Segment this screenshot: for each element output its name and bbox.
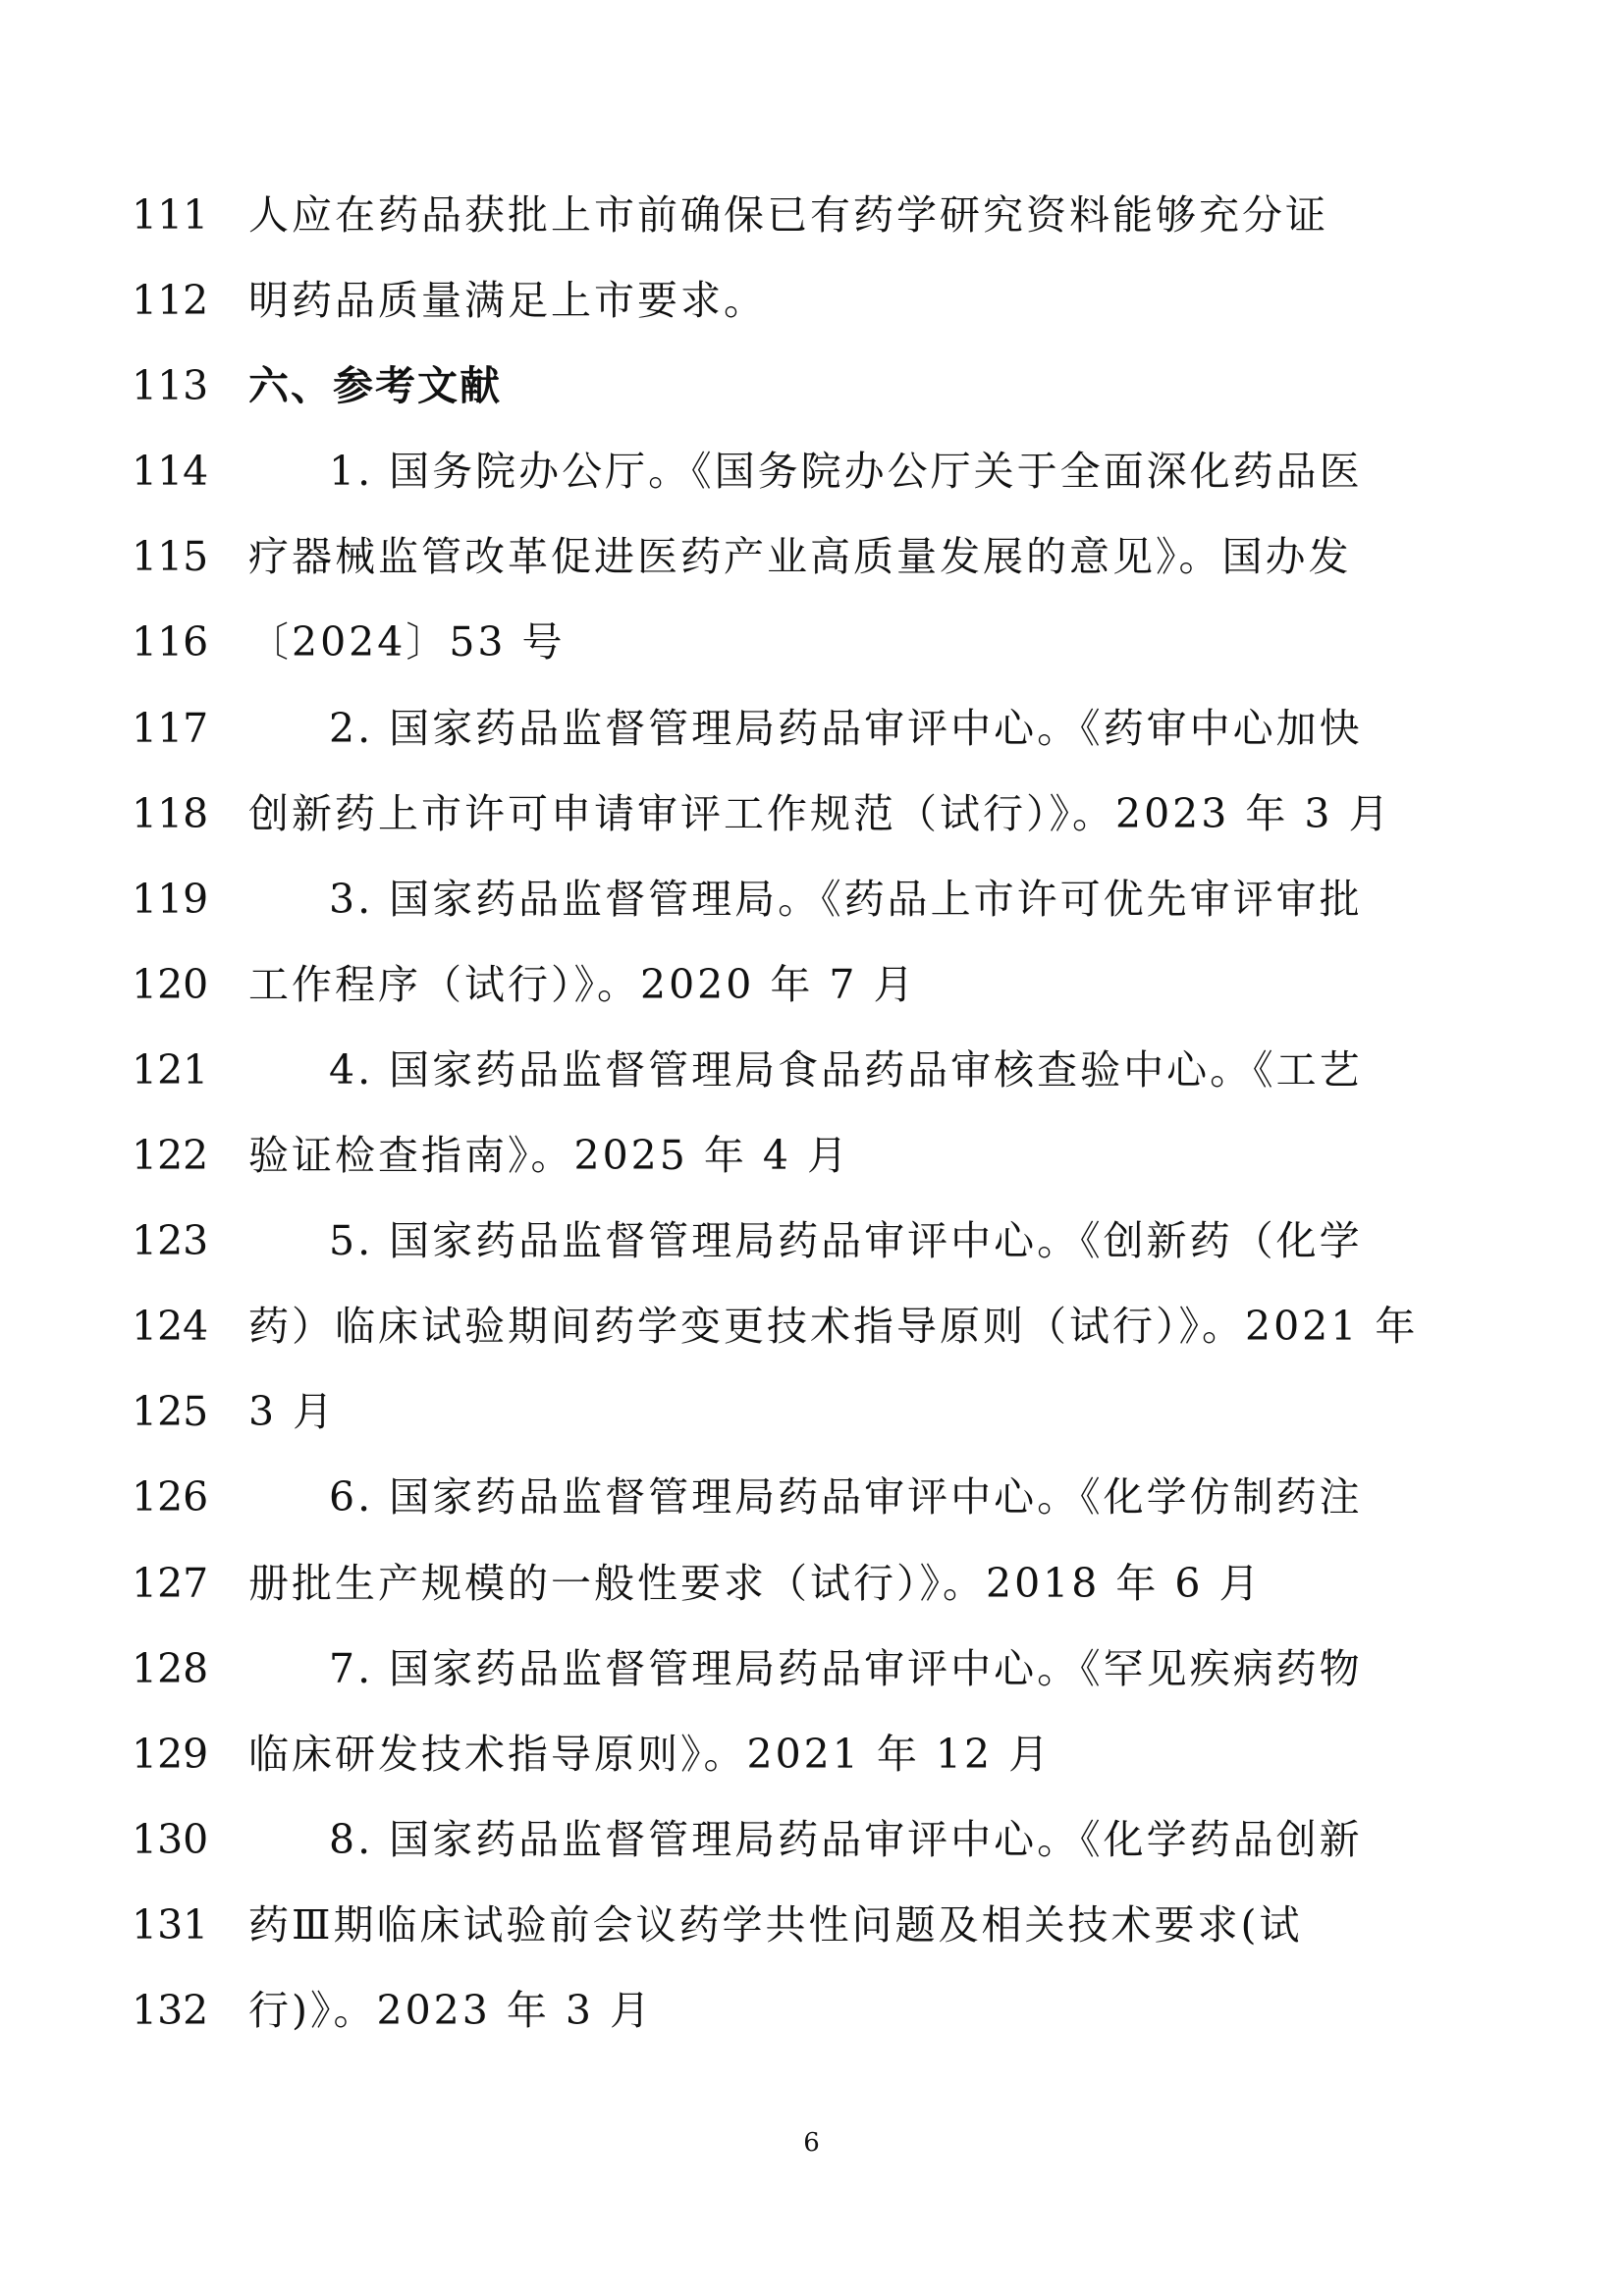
line-number: 116: [132, 618, 209, 667]
line-number: 122: [132, 1132, 209, 1180]
line-number: 113: [132, 362, 209, 410]
line-text: 验证检查指南》。2025 年 4 月: [248, 1132, 851, 1180]
text-line: [0, 1814, 1623, 1899]
document-body: [0, 189, 1623, 2070]
text-line: [0, 1985, 1623, 2070]
line-number: 130: [132, 1815, 209, 1863]
line-text: 3 月: [248, 1388, 337, 1436]
line-number: 124: [132, 1303, 209, 1351]
line-number: 111: [132, 191, 209, 239]
line-text: 疗器械监管改革促进医药产业高质量发展的意见》。国办发: [248, 533, 1352, 581]
text-line: [0, 959, 1623, 1044]
line-number: 132: [132, 1986, 209, 2034]
line-number: 115: [132, 533, 209, 581]
line-text: 〔2024〕53 号: [248, 618, 566, 667]
line-number: 120: [132, 960, 209, 1008]
text-line: [0, 275, 1623, 360]
line-text: 药Ⅲ期临床试验前会议药学共性问题及相关技术要求(试: [248, 1900, 1303, 1949]
text-line: [0, 1471, 1623, 1557]
line-number: 131: [132, 1900, 209, 1949]
line-number: 121: [132, 1045, 209, 1094]
text-line: [0, 1386, 1623, 1471]
reference-entry-start: 6. 国家药品监督管理局药品审评中心。《化学仿制药注: [329, 1473, 1363, 1522]
text-line: [0, 1044, 1623, 1130]
text-line: [0, 1301, 1623, 1386]
line-text: 明药品质量满足上市要求。: [248, 277, 767, 325]
line-number: 114: [132, 448, 209, 496]
reference-entry-start: 1. 国务院办公厅。《国务院办公厅关于全面深化药品医: [329, 448, 1363, 496]
reference-entry-start: 3. 国家药品监督管理局。《药品上市许可优先审评审批: [329, 875, 1363, 923]
line-number: 127: [132, 1559, 209, 1607]
line-number: 123: [132, 1217, 209, 1265]
text-line: [0, 1899, 1623, 1985]
line-number: 112: [132, 277, 209, 325]
line-number: 119: [132, 875, 209, 923]
reference-entry-start: 8. 国家药品监督管理局药品审评中心。《化学药品创新: [329, 1815, 1363, 1863]
line-text: 行)》。2023 年 3 月: [248, 1986, 654, 2034]
text-line: [0, 531, 1623, 616]
reference-entry-start: 5. 国家药品监督管理局药品审评中心。《创新药（化学: [329, 1217, 1363, 1265]
text-line: [0, 189, 1623, 275]
text-line: [0, 1130, 1623, 1215]
line-number: 128: [132, 1644, 209, 1692]
reference-entry-start: 4. 国家药品监督管理局食品药品审核查验中心。《工艺: [329, 1045, 1363, 1094]
line-number: 129: [132, 1730, 209, 1778]
reference-entry-start: 7. 国家药品监督管理局药品审评中心。《罕见疾病药物: [329, 1644, 1363, 1692]
line-text: 人应在药品获批上市前确保已有药学研究资料能够充分证: [248, 191, 1328, 239]
text-line: [0, 360, 1623, 446]
line-number: 118: [132, 789, 209, 837]
line-text: 工作程序（试行）》。2020 年 7 月: [248, 960, 917, 1008]
line-number: 125: [132, 1388, 209, 1436]
text-line: [0, 788, 1623, 874]
text-line: [0, 446, 1623, 531]
reference-entry-start: 2. 国家药品监督管理局药品审评中心。《药审中心加快: [329, 704, 1363, 752]
line-text: 创新药上市许可申请审评工作规范（试行）》。2023 年 3 月: [248, 789, 1392, 837]
line-number: 117: [132, 704, 209, 752]
text-line: [0, 1643, 1623, 1729]
text-line: [0, 874, 1623, 959]
line-text: 药）临床试验期间药学变更技术指导原则（试行）》。2021 年: [248, 1303, 1419, 1351]
text-line: [0, 616, 1623, 702]
line-number: 126: [132, 1473, 209, 1522]
text-line: [0, 1729, 1623, 1814]
text-line: [0, 703, 1623, 788]
text-line: [0, 1215, 1623, 1301]
section-heading: 六、参考文献: [248, 362, 502, 410]
line-text: 临床研发技术指导原则》。2021 年 12 月: [248, 1730, 1053, 1778]
line-text: 册批生产规模的一般性要求（试行）》。2018 年 6 月: [248, 1559, 1263, 1607]
text-line: [0, 1558, 1623, 1643]
page-number: 6: [803, 2128, 820, 2158]
